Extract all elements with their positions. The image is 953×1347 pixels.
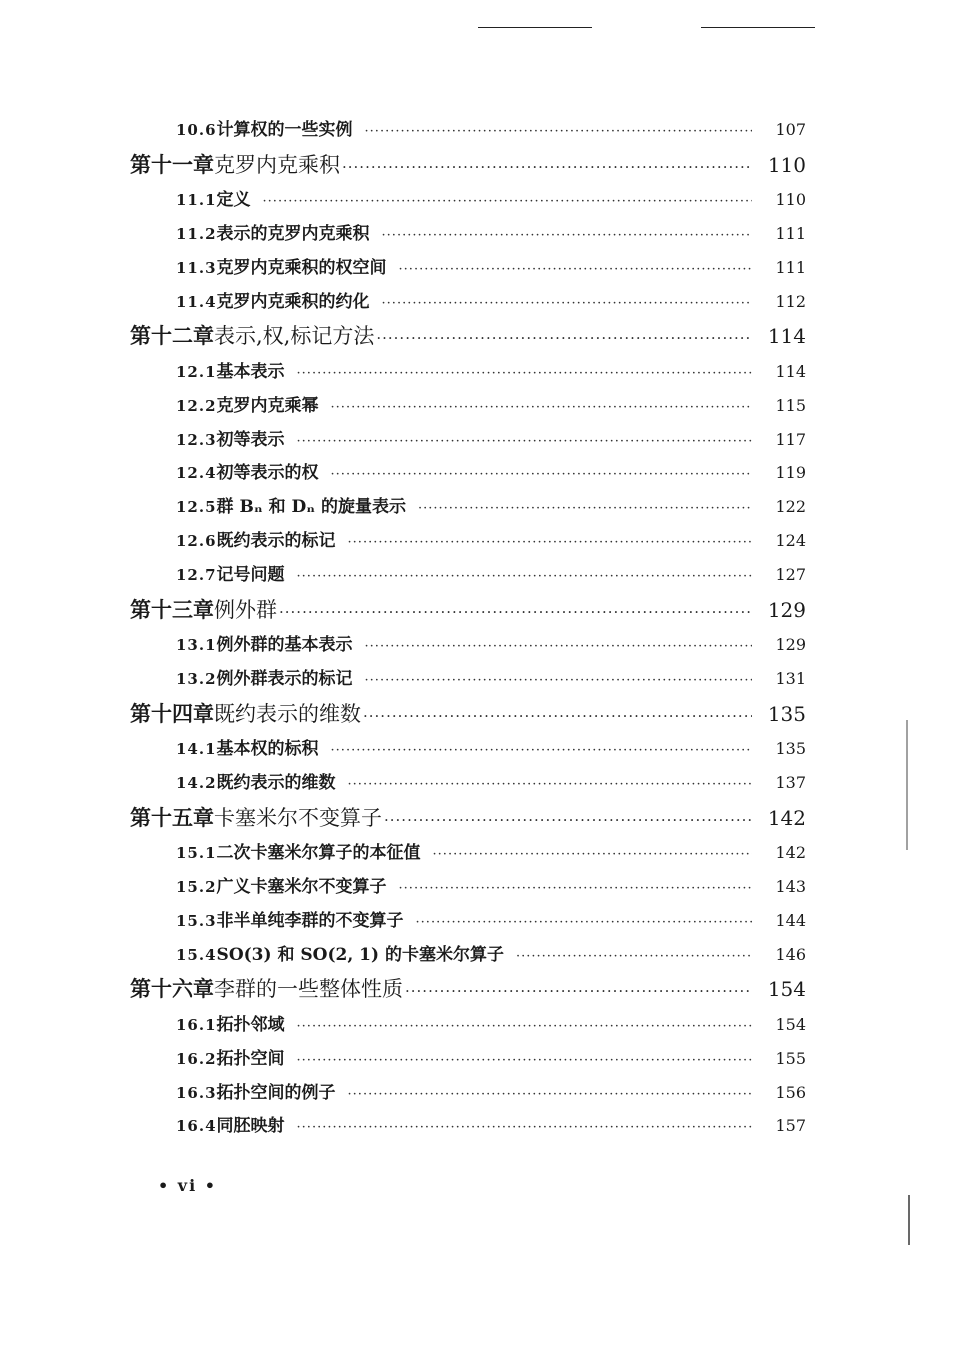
dot-leader [331,391,752,423]
section-title: 拓扑邻域 [216,1014,285,1035]
section-number: 11.2 [176,225,217,244]
chapter-title: 表示,权,标记方法 [214,324,375,349]
page-number: 156 [775,1082,806,1102]
section-number: 15.4 [176,945,217,964]
toc-section-row [130,183,806,217]
dot-leader [433,838,752,870]
section-title: 基本表示 [216,361,285,382]
section-number: 12.3 [176,430,217,449]
page-number: 146 [775,944,806,964]
toc-section-row [130,456,806,490]
toc-section-row [130,870,806,904]
section-title: 例外群的基本表示 [216,635,353,656]
page-number: 131 [775,668,806,688]
page-number: 107 [775,120,806,139]
page-number: 154 [775,1014,806,1034]
toc-section-row [130,836,806,870]
toc-chapter-row [130,696,806,733]
section-title: 克罗内克乘积的权空间 [216,257,387,278]
page-number: 137 [775,772,806,792]
chapter-title: 卡塞米尔不变算子 [214,805,382,830]
page-number: 112 [775,291,806,311]
page-number: 110 [767,152,806,177]
page-number: 129 [775,635,806,655]
chapter-title: 例外群 [214,597,277,622]
section-title: 表示的克罗内克乘积 [216,224,370,245]
toc-section-row [130,285,806,319]
toc-section-row [130,389,806,423]
section-title: 二次卡塞米尔算子的本征值 [216,843,421,864]
dot-leader [365,630,752,662]
section-title: 拓扑空间的例子 [216,1082,336,1103]
dot-leader [348,526,752,558]
section-number: 12.6 [176,531,217,550]
chapter-title: 既约表示的维数 [214,701,361,726]
section-title: 定义 [216,190,251,211]
section-number: 13.1 [176,636,217,655]
dot-leader [297,1111,752,1143]
toc-section-row [130,1109,806,1143]
dot-leader [418,492,752,524]
section-title: SO(3) 和 SO(2, 1) 的卡塞米尔算子 [216,944,504,965]
toc-chapter-row [130,800,806,837]
dot-leader [399,872,752,904]
page-number: 157 [775,1116,806,1136]
chapter-number: 第十四章 [130,700,214,726]
dot-leader [405,973,752,1008]
dot-leader [399,253,752,285]
dot-leader [342,149,752,184]
section-number: 11.1 [176,191,217,210]
section-number: 16.2 [176,1049,217,1068]
page-number: 111 [775,224,806,244]
dot-leader [279,594,752,629]
header-rule-left [478,27,592,28]
page-number: 110 [775,190,806,210]
dot-leader [297,425,752,457]
section-number: 12.4 [176,464,217,483]
page-number: 144 [775,910,806,930]
toc-chapter-row [130,592,806,629]
section-title: 同胚映射 [216,1116,285,1137]
page-number: 119 [775,463,806,483]
page-number: 115 [775,395,806,415]
toc-chapter-row [130,147,806,184]
section-title: 既约表示的标记 [216,530,336,551]
section-number: 12.5 [176,498,217,517]
scan-mark [908,1195,910,1245]
section-title: 拓扑空间 [216,1048,285,1069]
dot-leader [297,1010,752,1042]
section-number: 15.3 [176,911,217,930]
scan-mark [906,720,908,850]
table-of-contents [130,113,806,1143]
dot-leader [348,1078,752,1110]
page-number: 117 [775,429,806,449]
toc-section-row [130,938,806,972]
section-number: 15.1 [176,844,217,863]
section-number: 16.4 [176,1117,217,1136]
dot-leader [376,320,752,355]
section-number: 16.1 [176,1015,217,1034]
toc-section-row [130,1042,806,1076]
page-number: 111 [775,257,806,277]
toc-section-row [130,766,806,800]
page-number: 114 [767,324,806,349]
toc-section-row [130,524,806,558]
toc-section-row [130,217,806,251]
header-rule-right [701,27,815,28]
toc-section-row [130,904,806,938]
chapter-number: 第十五章 [130,804,214,830]
section-number: 12.7 [176,565,217,584]
toc-section-row [130,732,806,766]
chapter-title: 克罗内克乘积 [214,152,340,177]
section-number: 14.1 [176,740,217,759]
toc-chapter-row [130,318,806,355]
page-number: 143 [775,877,806,897]
chapter-title: 李群的一些整体性质 [214,977,403,1002]
chapter-number: 第十一章 [130,151,214,177]
section-number: 13.2 [176,669,217,688]
chapter-number: 第十二章 [130,323,214,349]
section-title: 克罗内克乘积的约化 [216,291,370,312]
page-number: 135 [767,701,806,726]
page-number: 124 [775,530,806,550]
section-number: 11.4 [176,292,217,311]
toc-section-row [130,113,806,147]
page-number: 127 [775,564,806,584]
toc-section-row [130,355,806,389]
page-number: 142 [775,843,806,863]
section-number: 15.2 [176,878,217,897]
section-number: 12.2 [176,396,217,415]
page-number: 142 [767,805,806,830]
toc-section-row [130,628,806,662]
section-number: 14.2 [176,773,217,792]
page-number: 129 [767,597,806,622]
dot-leader [331,458,752,490]
toc-chapter-row [130,971,806,1008]
chapter-number: 第十六章 [130,976,214,1002]
section-title: 记号问题 [216,564,285,585]
section-number: 16.3 [176,1083,217,1102]
page-number: 154 [767,977,806,1002]
toc-section-row [130,1008,806,1042]
section-number: 10.6 [176,121,217,139]
dot-leader [348,768,752,800]
page-number: 155 [775,1048,806,1068]
section-title: 初等表示的权 [216,463,319,484]
toc-section-row [130,251,806,285]
chapter-number: 第十三章 [130,596,214,622]
dot-leader [297,560,752,592]
section-title: 初等表示 [216,429,285,450]
toc-section-row [130,1076,806,1110]
page-number-footer: • vi • [158,1176,217,1195]
toc-section-row [130,662,806,696]
dot-leader [263,185,752,217]
section-number: 12.1 [176,362,217,381]
page-number: 122 [775,497,806,517]
section-title: 克罗内克乘幂 [216,395,319,416]
section-title: 既约表示的维数 [216,772,336,793]
section-title: 计算权的一些实例 [216,120,353,140]
dot-leader [416,906,752,938]
toc-section-row [130,490,806,524]
toc-section-row [130,423,806,457]
section-title: 基本权的标积 [216,739,319,760]
dot-leader [297,1044,752,1076]
section-title: 例外群表示的标记 [216,668,353,689]
dot-leader [297,357,752,389]
section-title: 群 Bₙ 和 Dₙ 的旋量表示 [216,497,406,518]
dot-leader [382,287,752,319]
dot-leader [365,115,752,147]
section-number: 11.3 [176,258,217,277]
dot-leader [382,219,752,251]
dot-leader [365,664,752,696]
dot-leader [363,698,752,733]
page-number: 114 [775,361,806,381]
dot-leader [516,940,752,972]
section-title: 非半单纯李群的不变算子 [216,910,404,931]
dot-leader [331,734,752,766]
toc-section-row [130,558,806,592]
dot-leader [384,802,752,837]
page-number: 135 [775,739,806,759]
section-title: 广义卡塞米尔不变算子 [216,877,387,898]
